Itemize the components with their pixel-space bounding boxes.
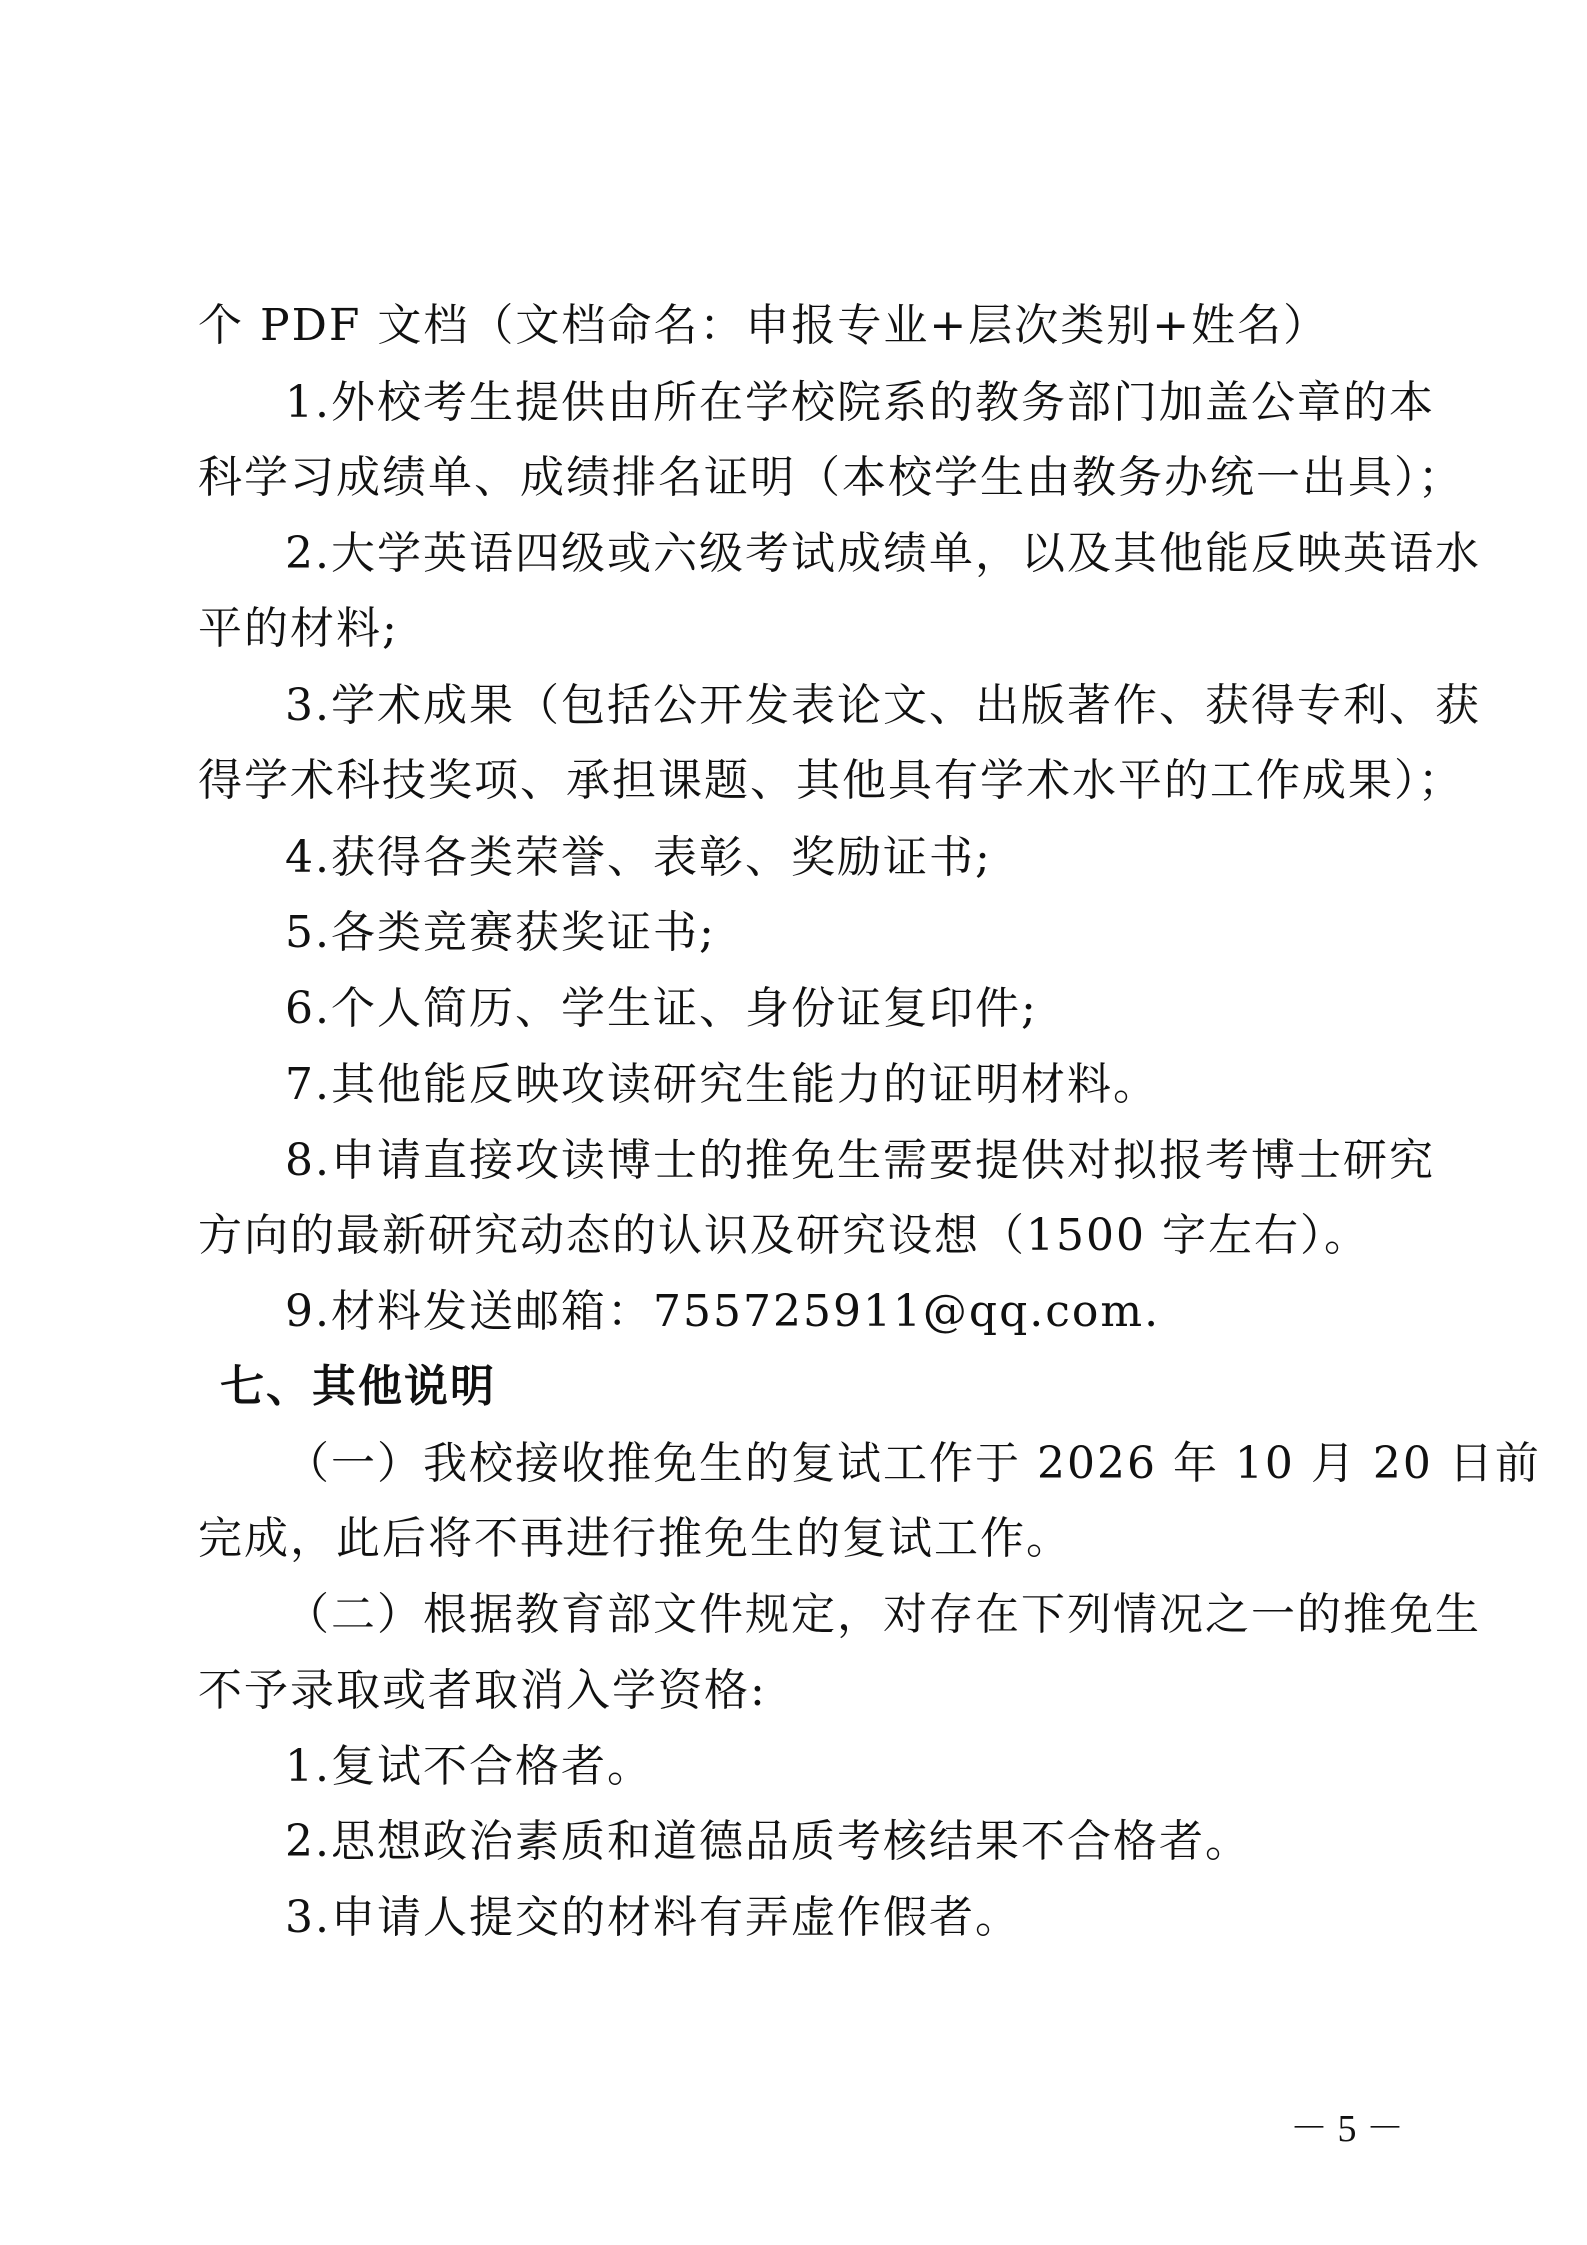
list-item-4: 4.获得各类荣誉、表彰、奖励证书; <box>285 832 992 883</box>
page-number: － 5 － <box>1290 2108 1405 2150</box>
text-line: 完成，此后将不再进行推免生的复试工作。 <box>198 1513 1072 1564</box>
section-heading: 七、其他说明 <box>220 1361 496 1412</box>
list-item-2: 2.思想政治素质和道德品质考核结果不合格者。 <box>285 1816 1251 1867</box>
paragraph-2: （二）根据教育部文件规定，对存在下列情况之一的推免生 <box>285 1589 1481 1640</box>
text-line: 不予录取或者取消入学资格: <box>198 1665 767 1716</box>
text-line: 得学术科技奖项、承担课题、其他具有学术水平的工作成果）； <box>198 755 1464 806</box>
text-line: 平的材料; <box>198 603 399 654</box>
list-item-1: 1.外校考生提供由所在学校院系的教务部门加盖公章的本 <box>285 377 1435 428</box>
list-item-8: 8.申请直接攻读博士的推免生需要提供对拟报考博士研究 <box>285 1135 1435 1186</box>
list-item-1: 1.复试不合格者。 <box>285 1741 653 1792</box>
text-line: 方向的最新研究动态的认识及研究设想（1500 字左右）。 <box>198 1210 1370 1261</box>
list-item-3: 3.学术成果（包括公开发表论文、出版著作、获得专利、获 <box>285 680 1481 731</box>
list-item-9: 9.材料发送邮箱：755725911@qq.com. <box>285 1286 1161 1337</box>
list-item-7: 7.其他能反映攻读研究生能力的证明材料。 <box>285 1059 1159 1110</box>
list-item-5: 5.各类竞赛获奖证书; <box>285 907 716 958</box>
text-line: 个 PDF 文档（文档命名：申报专业+层次类别+姓名） <box>198 300 1330 351</box>
list-item-3: 3.申请人提交的材料有弄虚作假者。 <box>285 1892 1021 1943</box>
paragraph-1: （一）我校接收推免生的复试工作于 2026 年 10 月 20 日前 <box>285 1438 1541 1489</box>
list-item-2: 2.大学英语四级或六级考试成绩单，以及其他能反映英语水 <box>285 528 1481 579</box>
list-item-6: 6.个人简历、学生证、身份证复印件; <box>285 983 1038 1034</box>
text-line: 科学习成绩单、成绩排名证明（本校学生由教务办统一出具）； <box>198 452 1464 503</box>
